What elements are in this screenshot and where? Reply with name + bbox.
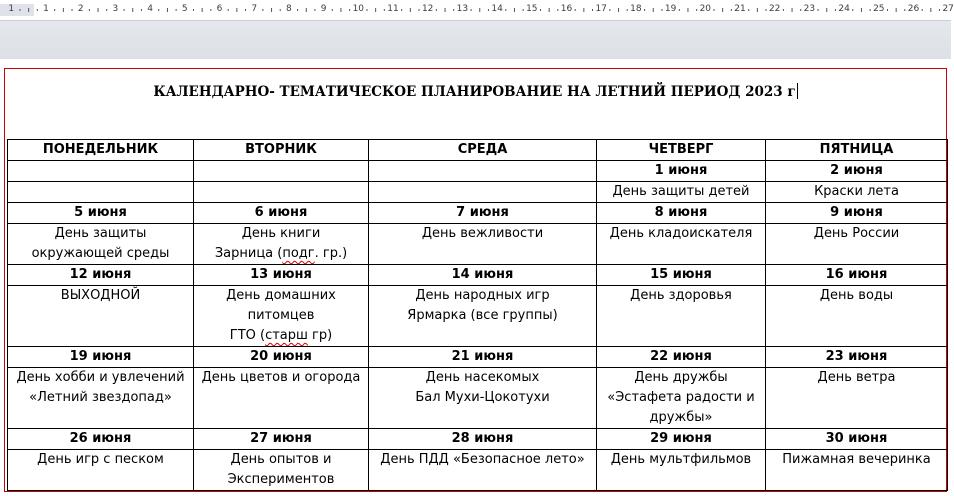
event-line: День цветов и огорода — [201, 370, 361, 385]
event-line: День хобби и увлечений — [16, 370, 185, 385]
ruler-number: 25 — [873, 4, 885, 14]
week2-date-cell[interactable]: 9 июня — [766, 203, 948, 224]
week3-date-cell[interactable]: 16 июня — [766, 265, 948, 286]
week1-event-cell[interactable] — [8, 182, 194, 203]
week2-event-row — [8, 224, 948, 265]
week4-event-row — [8, 368, 948, 429]
week4-date-cell[interactable]: 23 июня — [766, 347, 948, 368]
event-line: День дружбы — [634, 370, 728, 385]
week5-date-cell[interactable]: 26 июня — [8, 429, 194, 450]
ruler-number: 23 — [803, 4, 816, 14]
week2-date-cell[interactable]: 6 июня — [194, 203, 369, 224]
week2-event-cell[interactable] — [369, 224, 597, 265]
ruler-number: 8 — [286, 4, 292, 14]
week5-event-cell[interactable] — [597, 450, 766, 491]
week4-date-cell[interactable]: 21 июня — [369, 347, 597, 368]
week5-event-cell[interactable] — [369, 450, 597, 491]
event-line: ВЫХОДНОЙ — [60, 288, 141, 303]
event-line: День народных игр — [415, 288, 550, 303]
week1-date-row — [8, 161, 948, 182]
week5-event-cell[interactable] — [766, 450, 948, 491]
event-line: День ветра — [817, 370, 896, 385]
event-line: питомцев — [247, 308, 315, 323]
week3-event-cell[interactable] — [194, 286, 369, 347]
week2-event-cell[interactable] — [194, 224, 369, 265]
event-line: День опытов и — [230, 452, 332, 467]
event-line: День насекомых — [425, 370, 540, 385]
document-title[interactable] — [0, 83, 951, 100]
week3-date-cell[interactable]: 12 июня — [8, 265, 194, 286]
event-line: День кладоискателя — [609, 226, 753, 241]
ruler-number: 18 — [630, 4, 642, 14]
ruler-number: 9 — [320, 4, 327, 14]
week2-date-cell[interactable]: 8 июня — [597, 203, 766, 224]
event-line: День России — [813, 226, 900, 241]
event-line: День игр с песком — [37, 452, 164, 467]
week5-date-row — [8, 429, 948, 450]
week1-date-cell[interactable] — [369, 161, 597, 182]
week5-date-cell[interactable]: 28 июня — [369, 429, 597, 450]
week1-date-cell[interactable] — [8, 161, 194, 182]
week2-date-cell[interactable]: 7 июня — [369, 203, 597, 224]
week3-event-row — [8, 286, 948, 347]
week3-event-cell[interactable] — [766, 286, 948, 347]
week4-date-cell[interactable]: 22 июня — [597, 347, 766, 368]
week4-event-cell[interactable] — [597, 368, 766, 429]
week1-date-cell[interactable]: 1 июня — [597, 161, 766, 182]
ruler-number: 20 — [699, 4, 712, 14]
header-monday[interactable]: ПОНЕДЕЛЬНИК — [8, 140, 194, 161]
header-row — [8, 140, 948, 161]
week4-event-cell[interactable] — [369, 368, 597, 429]
header-tuesday[interactable]: ВТОРНИК — [194, 140, 369, 161]
ruler-number: 4 — [147, 4, 153, 14]
ruler-number: 17 — [595, 4, 607, 14]
ruler-number: 16 — [560, 4, 573, 14]
event-line: Зарница (подг. гр.) — [214, 246, 348, 261]
week3-event-cell[interactable] — [597, 286, 766, 347]
ruler-number: 6 — [216, 4, 223, 14]
ruler-number: 2 — [77, 4, 84, 14]
event-line: Ярмарка (все группы) — [407, 308, 558, 323]
week1-event-cell[interactable]: День защиты детей — [597, 182, 766, 203]
week1-event-cell[interactable] — [369, 182, 597, 203]
ruler-number: 12 — [421, 4, 434, 14]
event-line: Бал Мухи-Цокотухи — [415, 390, 550, 405]
event-line: День книги — [241, 226, 321, 241]
event-line: День здоровья — [630, 288, 732, 303]
ruler-number: 15 — [526, 4, 538, 14]
title-text: КАЛЕНДАРНО- ТЕМАТИЧЕСКОЕ ПЛАНИРОВАНИЕ НА ЛЕТНИЙ ПЕРИОД 2023 г — [153, 84, 796, 100]
week1-event-cell[interactable] — [194, 182, 369, 203]
event-line: День воды — [819, 288, 894, 303]
week1-date-cell[interactable] — [194, 161, 369, 182]
horizontal-ruler[interactable] — [0, 0, 954, 21]
week3-date-cell[interactable]: 15 июня — [597, 265, 766, 286]
event-line: «Эстафета радости и — [607, 390, 755, 405]
header-wednesday[interactable]: СРЕДА — [369, 140, 597, 161]
week2-date-cell[interactable]: 5 июня — [8, 203, 194, 224]
week2-event-cell[interactable] — [597, 224, 766, 265]
ruler-number: 11 — [387, 4, 399, 14]
event-line: Экспериментов — [227, 472, 335, 487]
week4-date-row — [8, 347, 948, 368]
schedule-table[interactable] — [7, 139, 948, 491]
week3-event-cell[interactable] — [8, 286, 194, 347]
event-line: День ПДД «Безопасное лето» — [380, 452, 585, 467]
week2-event-cell[interactable] — [8, 224, 194, 265]
event-line: День домашних — [226, 288, 336, 303]
event-line: ГТО (старш гр) — [229, 328, 333, 343]
header-friday[interactable]: ПЯТНИЦА — [766, 140, 948, 161]
ruler-number: 27 — [942, 4, 954, 14]
week5-date-cell[interactable]: 29 июня — [597, 429, 766, 450]
week4-date-cell[interactable]: 20 июня — [194, 347, 369, 368]
spellcheck-underline[interactable]: старш — [265, 328, 308, 343]
event-line: День защиты — [54, 226, 147, 241]
ruler-number: 13 — [456, 4, 469, 14]
event-line: День вежливости — [421, 226, 544, 241]
ruler-number: 19 — [664, 4, 677, 14]
ruler-number: 1 — [8, 4, 15, 14]
ruler-number: 14 — [491, 4, 503, 14]
week5-date-cell[interactable]: 27 июня — [194, 429, 369, 450]
event-line: окружающей среды — [31, 246, 170, 261]
week3-event-cell[interactable] — [369, 286, 597, 347]
event-line: дружбы» — [649, 410, 713, 425]
header-thursday[interactable]: ЧЕТВЕРГ — [597, 140, 766, 161]
ruler-number: 3 — [112, 4, 119, 14]
ruler-number: 21 — [734, 4, 746, 14]
ruler-number: 26 — [907, 4, 920, 14]
week5-event-row — [8, 450, 948, 491]
week3-date-row — [8, 265, 948, 286]
page-gap-area — [0, 21, 951, 59]
ruler-number: 22 — [768, 4, 781, 14]
ruler-number: 1 — [43, 4, 49, 14]
week5-event-cell[interactable] — [194, 450, 369, 491]
week2-event-cell[interactable] — [766, 224, 948, 265]
ruler-number: 7 — [251, 4, 258, 14]
event-line: День мультфильмов — [610, 452, 752, 467]
ruler-number: 24 — [838, 4, 850, 14]
spellcheck-underline[interactable]: подг — [282, 246, 315, 261]
event-line: «Летний звездопад» — [29, 390, 172, 405]
week4-date-cell[interactable]: 19 июня — [8, 347, 194, 368]
text-cursor — [797, 83, 798, 99]
week1-date-cell[interactable]: 2 июня — [766, 161, 948, 182]
week1-event-row — [8, 182, 948, 203]
week2-date-row — [8, 203, 948, 224]
week5-date-cell[interactable]: 30 июня — [766, 429, 948, 450]
week4-event-cell[interactable] — [8, 368, 194, 429]
event-line: Пижамная вечеринка — [782, 452, 931, 467]
week1-event-cell[interactable]: Краски лета — [766, 182, 948, 203]
week3-date-cell[interactable]: 13 июня — [194, 265, 369, 286]
ruler-number: 5 — [181, 4, 188, 14]
week3-date-cell[interactable]: 14 июня — [369, 265, 597, 286]
week4-event-cell[interactable] — [766, 368, 948, 429]
ruler-number: 10 — [352, 4, 365, 14]
week4-event-cell[interactable] — [194, 368, 369, 429]
week5-event-cell[interactable] — [8, 450, 194, 491]
